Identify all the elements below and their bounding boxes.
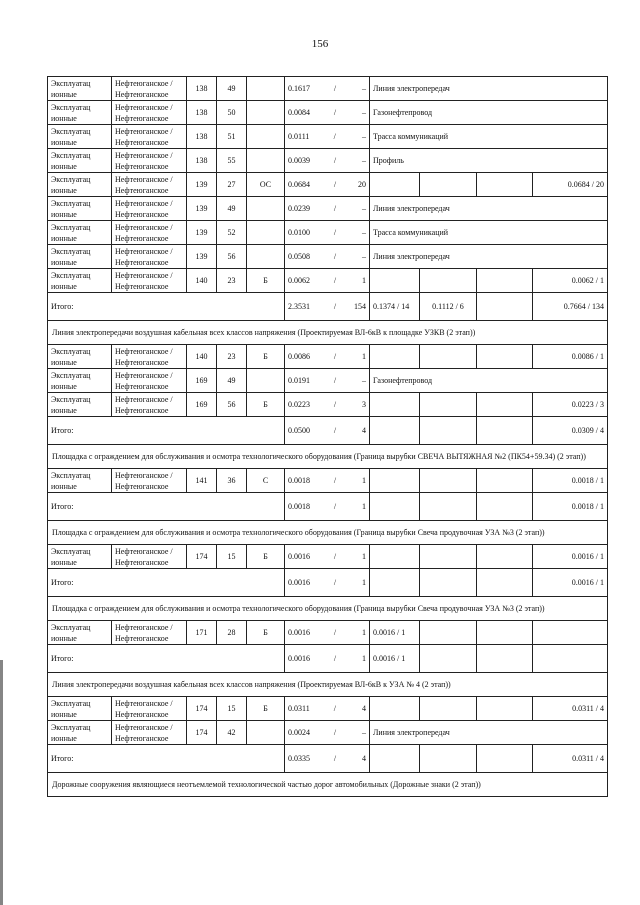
- group2-cell: [420, 469, 477, 493]
- total-cell: 0.0062 / 1: [533, 269, 608, 293]
- count-value: –: [361, 252, 366, 261]
- total-cell: 0.0684 / 20: [533, 173, 608, 197]
- count-value: –: [361, 204, 366, 213]
- group3-cell: [477, 493, 533, 521]
- section-header-row: [48, 445, 608, 469]
- area-cell: 0.0111 / –: [285, 125, 370, 149]
- quarter-cell: 138: [187, 149, 217, 173]
- count-value: –: [361, 156, 366, 165]
- group2-cell: [420, 345, 477, 369]
- forestry-cell: Нефтеюганское / Нефтеюганское: [112, 393, 187, 417]
- table-row: [48, 469, 608, 493]
- table-row: [48, 245, 608, 269]
- area-cell: 0.0062 / 1: [285, 269, 370, 293]
- area-cell: 0.0335 / 4: [285, 745, 370, 773]
- quarter-cell: 139: [187, 173, 217, 197]
- table-row: [48, 393, 608, 417]
- table-row: [48, 221, 608, 245]
- forestry-cell: Нефтеюганское / Нефтеюганское: [112, 77, 187, 101]
- area-cell: 0.0016 / 1: [285, 569, 370, 597]
- category-cell: Эксплуатац ионные: [48, 125, 112, 149]
- forestry-cell: Нефтеюганское / Нефтеюганское: [112, 197, 187, 221]
- category-cell: Эксплуатац ионные: [48, 77, 112, 101]
- total-cell: [533, 645, 608, 673]
- table-row: [48, 621, 608, 645]
- category-cell: Эксплуатац ионные: [48, 697, 112, 721]
- group2-cell: [420, 645, 477, 673]
- type-cell: Б: [247, 697, 285, 721]
- type-cell: [247, 77, 285, 101]
- group3-cell: [477, 745, 533, 773]
- group2-cell: [420, 269, 477, 293]
- table-row: [48, 149, 608, 173]
- quarter-cell: 139: [187, 245, 217, 269]
- area-cell: 0.0016 / 1: [285, 545, 370, 569]
- note-cell: Трасса коммуникаций: [370, 221, 608, 245]
- category-cell: Эксплуатац ионные: [48, 245, 112, 269]
- forestry-cell: Нефтеюганское / Нефтеюганское: [112, 621, 187, 645]
- note-cell: Линия электропередач: [370, 77, 608, 101]
- forestry-cell: Нефтеюганское / Нефтеюганское: [112, 345, 187, 369]
- forestry-cell: Нефтеюганское / Нефтеюганское: [112, 125, 187, 149]
- group1-cell: [370, 745, 420, 773]
- area-value: 0.0024: [288, 728, 310, 737]
- area-cell: 0.0018 / 1: [285, 493, 370, 521]
- group3-cell: [477, 293, 533, 321]
- total-cell: 0.0018 / 1: [533, 469, 608, 493]
- plot-cell: 36: [217, 469, 247, 493]
- area-cell: 0.0024 / –: [285, 721, 370, 745]
- section-header-row: [48, 521, 608, 545]
- group3-cell: [477, 645, 533, 673]
- area-value: 0.0062: [288, 276, 310, 285]
- total-label: Итого:: [48, 493, 285, 521]
- table-row: [48, 197, 608, 221]
- group2-cell: [420, 493, 477, 521]
- count-value: –: [361, 132, 366, 141]
- forestry-cell: Нефтеюганское / Нефтеюганское: [112, 149, 187, 173]
- group1-cell: [370, 417, 420, 445]
- category-cell: Эксплуатац ионные: [48, 197, 112, 221]
- plot-cell: 50: [217, 101, 247, 125]
- section-title: Дорожные сооружения являющиеся неотъемлемой технологической частью дорог автомобильных (Дорожные знаки (2 этап)): [48, 773, 608, 797]
- total-label: Итого:: [48, 645, 285, 673]
- group1-cell: [370, 173, 420, 197]
- area-value: 0.0086: [288, 352, 310, 361]
- area-value: 0.0084: [288, 108, 310, 117]
- group1-cell: 0.1374 / 14: [370, 293, 420, 321]
- area-cell: 0.0191 / –: [285, 369, 370, 393]
- page-number: 156: [311, 38, 329, 50]
- total-row: [48, 293, 608, 321]
- forestry-cell: Нефтеюганское / Нефтеюганское: [112, 245, 187, 269]
- area-value: 0.0100: [288, 228, 310, 237]
- group1-cell: [370, 269, 420, 293]
- group2-cell: 0.1112 / 6: [420, 293, 477, 321]
- quarter-cell: 139: [187, 197, 217, 221]
- category-cell: Эксплуатац ионные: [48, 269, 112, 293]
- plot-cell: 51: [217, 125, 247, 149]
- group3-cell: [477, 393, 533, 417]
- quarter-cell: 140: [187, 345, 217, 369]
- total-cell: 0.7664 / 134: [533, 293, 608, 321]
- area-value: 0.0111: [288, 132, 310, 141]
- count-value: –: [361, 728, 366, 737]
- table-row: [48, 173, 608, 197]
- quarter-cell: 171: [187, 621, 217, 645]
- total-label: Итого:: [48, 293, 285, 321]
- category-cell: Эксплуатац ионные: [48, 369, 112, 393]
- group3-cell: [477, 621, 533, 645]
- quarter-cell: 138: [187, 125, 217, 149]
- total-row: [48, 417, 608, 445]
- category-cell: Эксплуатац ионные: [48, 173, 112, 197]
- type-cell: [247, 721, 285, 745]
- section-header-row: [48, 773, 608, 797]
- count-value: 4: [361, 754, 366, 763]
- area-value: 2.3531: [288, 302, 310, 311]
- group3-cell: [477, 173, 533, 197]
- type-cell: [247, 221, 285, 245]
- type-cell: [247, 101, 285, 125]
- count-value: 1: [361, 628, 366, 637]
- area-cell: 2.3531 / 154: [285, 293, 370, 321]
- group3-cell: [477, 417, 533, 445]
- section-header-row: [48, 597, 608, 621]
- area-value: 0.0018: [288, 476, 310, 485]
- count-value: 154: [353, 302, 366, 311]
- table-row: [48, 125, 608, 149]
- count-value: –: [361, 228, 366, 237]
- count-value: 1: [361, 352, 366, 361]
- total-row: [48, 745, 608, 773]
- count-value: 1: [361, 578, 366, 587]
- category-cell: Эксплуатац ионные: [48, 545, 112, 569]
- plot-cell: 49: [217, 77, 247, 101]
- plot-cell: 27: [217, 173, 247, 197]
- area-cell: 0.0223 / 3: [285, 393, 370, 417]
- plot-cell: 23: [217, 269, 247, 293]
- section-title: Площадка с ограждением для обслуживания и осмотра технологического оборудования (Граница вырубки Свеча продувочная УЗА №3 (2 этап)): [48, 521, 608, 545]
- type-cell: [247, 245, 285, 269]
- note-cell: Трасса коммуникаций: [370, 125, 608, 149]
- group1-cell: [370, 545, 420, 569]
- total-cell: 0.0311 / 4: [533, 697, 608, 721]
- area-cell: 0.0311 / 4: [285, 697, 370, 721]
- area-cell: 0.0508 / –: [285, 245, 370, 269]
- section-title: Линия электропередачи воздушная кабельная всех классов напряжения (Проектируемая ВЛ-6кВ к площадке УЗКВ (2 этап)): [48, 321, 608, 345]
- category-cell: Эксплуатац ионные: [48, 345, 112, 369]
- area-cell: 0.0500 / 4: [285, 417, 370, 445]
- count-value: 4: [362, 704, 366, 713]
- note-cell: Профиль: [370, 149, 608, 173]
- type-cell: ОС: [247, 173, 285, 197]
- category-cell: Эксплуатац ионные: [48, 149, 112, 173]
- area-value: 0.0311: [288, 704, 310, 713]
- total-cell: 0.0016 / 1: [533, 569, 608, 597]
- note-cell: Линия электропередач: [370, 721, 608, 745]
- area-cell: 0.0084 / –: [285, 101, 370, 125]
- table-row: [48, 545, 608, 569]
- area-value: 0.0039: [288, 156, 310, 165]
- quarter-cell: 174: [187, 721, 217, 745]
- group1-cell: [370, 569, 420, 597]
- table-row: [48, 697, 608, 721]
- area-value: 0.0018: [288, 502, 310, 511]
- total-label: Итого:: [48, 745, 285, 773]
- table-row: [48, 101, 608, 125]
- table-row: [48, 77, 608, 101]
- plot-cell: 55: [217, 149, 247, 173]
- total-cell: 0.0016 / 1: [533, 545, 608, 569]
- category-cell: Эксплуатац ионные: [48, 221, 112, 245]
- total-row: [48, 569, 608, 597]
- area-cell: 0.0018 / 1: [285, 469, 370, 493]
- group1-cell: [370, 393, 420, 417]
- table-row: [48, 369, 608, 393]
- group2-cell: [420, 569, 477, 597]
- total-row: [48, 493, 608, 521]
- area-value: 0.0223: [288, 400, 310, 409]
- count-value: 1: [361, 476, 366, 485]
- group2-cell: [420, 393, 477, 417]
- count-value: 1: [361, 552, 366, 561]
- forestry-cell: Нефтеюганское / Нефтеюганское: [112, 545, 187, 569]
- category-cell: Эксплуатац ионные: [48, 469, 112, 493]
- group3-cell: [477, 569, 533, 597]
- section-title: Линия электропередачи воздушная кабельная всех классов напряжения (Проектируемая ВЛ-6кВ к УЗА № 4 (2 этап)): [48, 673, 608, 697]
- area-value: 0.0191: [288, 376, 310, 385]
- quarter-cell: 138: [187, 77, 217, 101]
- group1-cell: 0.0016 / 1: [370, 645, 420, 673]
- area-value: 0.0684: [288, 180, 310, 189]
- section-header-row: [48, 673, 608, 697]
- area-value: 0.0016: [288, 628, 310, 637]
- table-row: [48, 721, 608, 745]
- total-cell: 0.0311 / 4: [533, 745, 608, 773]
- type-cell: Б: [247, 545, 285, 569]
- area-cell: 0.0016 / 1: [285, 621, 370, 645]
- type-cell: С: [247, 469, 285, 493]
- plot-cell: 15: [217, 697, 247, 721]
- count-value: 3: [361, 400, 366, 409]
- section-title: Площадка с ограждением для обслуживания и осмотра технологического оборудования (Граница вырубки Свеча продувочная УЗА №3 (2 этап)): [48, 597, 608, 621]
- group2-cell: [420, 173, 477, 197]
- forestry-cell: Нефтеюганское / Нефтеюганское: [112, 101, 187, 125]
- forestry-cell: Нефтеюганское / Нефтеюганское: [112, 173, 187, 197]
- forestry-cell: Нефтеюганское / Нефтеюганское: [112, 269, 187, 293]
- quarter-cell: 174: [187, 697, 217, 721]
- total-row: [48, 645, 608, 673]
- quarter-cell: 139: [187, 221, 217, 245]
- type-cell: [247, 197, 285, 221]
- group3-cell: [477, 697, 533, 721]
- area-value: 0.0239: [288, 204, 310, 213]
- category-cell: Эксплуатац ионные: [48, 721, 112, 745]
- note-cell: Линия электропередач: [370, 245, 608, 269]
- group3-cell: [477, 269, 533, 293]
- group3-cell: [477, 345, 533, 369]
- group1-cell: 0.0016 / 1: [370, 621, 420, 645]
- forest-inventory-table: [47, 76, 608, 797]
- quarter-cell: 140: [187, 269, 217, 293]
- type-cell: [247, 149, 285, 173]
- count-value: 1: [361, 502, 366, 511]
- area-cell: 0.0039 / –: [285, 149, 370, 173]
- total-cell: 0.0309 / 4: [533, 417, 608, 445]
- quarter-cell: 169: [187, 369, 217, 393]
- area-value: 0.0508: [288, 252, 310, 261]
- group3-cell: [477, 545, 533, 569]
- area-cell: 0.0100 / –: [285, 221, 370, 245]
- group2-cell: [420, 417, 477, 445]
- plot-cell: 42: [217, 721, 247, 745]
- type-cell: Б: [247, 269, 285, 293]
- plot-cell: 15: [217, 545, 247, 569]
- group1-cell: [370, 469, 420, 493]
- quarter-cell: 174: [187, 545, 217, 569]
- area-cell: 0.0239 / –: [285, 197, 370, 221]
- table-row: [48, 345, 608, 369]
- plot-cell: 52: [217, 221, 247, 245]
- forestry-cell: Нефтеюганское / Нефтеюганское: [112, 697, 187, 721]
- count-value: 1: [361, 654, 366, 663]
- count-value: –: [361, 376, 366, 385]
- group2-cell: [420, 745, 477, 773]
- plot-cell: 23: [217, 345, 247, 369]
- total-label: Итого:: [48, 417, 285, 445]
- count-value: 1: [361, 276, 366, 285]
- table-body: [48, 77, 608, 797]
- group2-cell: [420, 545, 477, 569]
- total-cell: 0.0018 / 1: [533, 493, 608, 521]
- area-cell: 0.0684 / 20: [285, 173, 370, 197]
- count-value: 4: [361, 426, 366, 435]
- plot-cell: 56: [217, 393, 247, 417]
- forestry-cell: Нефтеюганское / Нефтеюганское: [112, 221, 187, 245]
- area-value: 0.0016: [288, 578, 310, 587]
- type-cell: [247, 125, 285, 149]
- area-value: 0.0500: [288, 426, 310, 435]
- group1-cell: [370, 697, 420, 721]
- area-cell: 0.1617 / –: [285, 77, 370, 101]
- group2-cell: [420, 697, 477, 721]
- scan-edge-mark: [0, 660, 3, 905]
- quarter-cell: 138: [187, 101, 217, 125]
- area-value: 0.0016: [288, 654, 310, 663]
- area-value: 0.1617: [288, 84, 310, 93]
- note-cell: Линия электропередач: [370, 197, 608, 221]
- plot-cell: 49: [217, 197, 247, 221]
- total-label: Итого:: [48, 569, 285, 597]
- area-value: 0.0016: [288, 552, 310, 561]
- area-value: 0.0335: [288, 754, 310, 763]
- type-cell: [247, 369, 285, 393]
- note-cell: Газонефтепровод: [370, 101, 608, 125]
- type-cell: Б: [247, 345, 285, 369]
- type-cell: Б: [247, 621, 285, 645]
- section-title: Площадка с ограждением для обслуживания и осмотра технологического оборудования (Граница вырубки СВЕЧА ВЫТЯЖНАЯ №2 (ПК54+59.34) (2 этап)): [48, 445, 608, 469]
- table-row: [48, 269, 608, 293]
- plot-cell: 49: [217, 369, 247, 393]
- count-value: 20: [357, 180, 366, 189]
- area-cell: 0.0086 / 1: [285, 345, 370, 369]
- quarter-cell: 169: [187, 393, 217, 417]
- group2-cell: [420, 621, 477, 645]
- plot-cell: 28: [217, 621, 247, 645]
- total-cell: 0.0086 / 1: [533, 345, 608, 369]
- forestry-cell: Нефтеюганское / Нефтеюганское: [112, 469, 187, 493]
- category-cell: Эксплуатац ионные: [48, 621, 112, 645]
- plot-cell: 56: [217, 245, 247, 269]
- category-cell: Эксплуатац ионные: [48, 101, 112, 125]
- type-cell: Б: [247, 393, 285, 417]
- forestry-cell: Нефтеюганское / Нефтеюганское: [112, 721, 187, 745]
- quarter-cell: 141: [187, 469, 217, 493]
- area-cell: 0.0016 / 1: [285, 645, 370, 673]
- group1-cell: [370, 493, 420, 521]
- forestry-cell: Нефтеюганское / Нефтеюганское: [112, 369, 187, 393]
- total-cell: 0.0223 / 3: [533, 393, 608, 417]
- group1-cell: [370, 345, 420, 369]
- section-header-row: [48, 321, 608, 345]
- category-cell: Эксплуатац ионные: [48, 393, 112, 417]
- total-cell: [533, 621, 608, 645]
- count-value: –: [361, 108, 366, 117]
- note-cell: Газонефтепровод: [370, 369, 608, 393]
- count-value: –: [361, 84, 366, 93]
- group3-cell: [477, 469, 533, 493]
